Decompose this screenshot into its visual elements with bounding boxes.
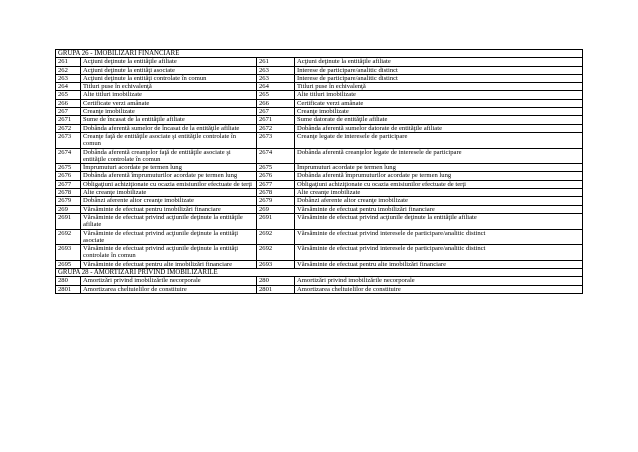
old-account-name: Amortizarea cheltuielilor de constituire	[81, 285, 257, 293]
old-account-code: 262	[56, 66, 81, 74]
new-account-name: Vărsăminte de efectuat pentru imobilizări financiare	[295, 205, 583, 213]
new-account-code: 2692	[257, 245, 295, 261]
old-account-code: 267	[56, 108, 81, 116]
new-account-name: Dobânzi aferente altor creanţe imobilizate	[295, 197, 583, 205]
old-account-code: 2695	[56, 260, 81, 268]
old-account-code: 2677	[56, 180, 81, 188]
new-account-name: Interese de participare/analitic distinct	[295, 66, 583, 74]
new-account-name: Sume datorate de entităţile afiliate	[295, 116, 583, 124]
old-account-name: Acţiuni deţinute la entităţi controlate în comun	[81, 74, 257, 82]
old-account-code: 2675	[56, 164, 81, 172]
new-account-name: Obligaţiuni achiziţionate cu ocazia emisiunilor efectuate de terţi	[295, 180, 583, 188]
old-account-name: Creanţe imobilizate	[81, 108, 257, 116]
old-account-name: Dobânzi aferente altor creanţe imobilizate	[81, 197, 257, 205]
old-account-code: 2671	[56, 116, 81, 124]
old-account-name: Vărsăminte de efectuat pentru imobilizări financiare	[81, 205, 257, 213]
new-account-code: 2678	[257, 189, 295, 197]
new-account-name: Creanţe legate de interesele de participare	[295, 132, 583, 148]
old-account-code: 2691	[56, 213, 81, 229]
new-account-code: 266	[257, 99, 295, 107]
new-account-code: 280	[257, 277, 295, 285]
table-row	[56, 260, 583, 268]
old-account-name: Dobânda aferentă creanţelor faţă de entităţile asociate şi entităţile controlate în comun	[81, 148, 257, 164]
old-account-name: Certificate verzi amânate	[81, 99, 257, 107]
table-row	[56, 91, 583, 99]
table-row	[56, 172, 583, 180]
table-row	[56, 124, 583, 132]
group-header-row	[56, 50, 583, 58]
new-account-code: 2675	[257, 164, 295, 172]
table-row	[56, 108, 583, 116]
old-account-code: 263	[56, 74, 81, 82]
old-account-name: Creanţe faţă de entităţile asociate şi entităţile controlate în comun	[81, 132, 257, 148]
new-account-code: 2679	[257, 197, 295, 205]
new-account-name: Certificate verzi amânate	[295, 99, 583, 107]
new-account-code: 263	[257, 74, 295, 82]
table-row	[56, 229, 583, 245]
old-account-code: 261	[56, 58, 81, 66]
old-account-name: Vărsăminte de efectuat privind acţiunile deţinute la entităţi asociate	[81, 229, 257, 245]
old-account-name: Acţiuni deţinute la entităţi asociate	[81, 66, 257, 74]
table-row	[56, 245, 583, 261]
old-account-code: 2674	[56, 148, 81, 164]
table-row	[56, 74, 583, 82]
new-account-name: Interese de participare/analitic distinct	[295, 74, 583, 82]
table-row	[56, 58, 583, 66]
new-account-name: Amortizări privind imobilizările necorporale	[295, 277, 583, 285]
old-account-name: Vărsăminte de efectuat privind acţiunile deţinute la entităţile afiliate	[81, 213, 257, 229]
new-account-code: 2673	[257, 132, 295, 148]
old-account-name: Acţiuni deţinute la entităţile afiliate	[81, 58, 257, 66]
table-body	[56, 50, 583, 294]
new-account-code: 2691	[257, 213, 295, 229]
new-account-code: 2693	[257, 260, 295, 268]
account-correspondence-table	[55, 49, 582, 294]
new-account-name: Alte creanţe imobilizate	[295, 189, 583, 197]
table-row	[56, 116, 583, 124]
old-account-name: Împrumuturi acordate pe termen lung	[81, 164, 257, 172]
new-account-code: 269	[257, 205, 295, 213]
group-title: GRUPA 26 - IMOBILIZĂRI FINANCIARE	[56, 50, 583, 58]
old-account-name: Dobânda aferentă împrumuturilor acordate pe termen lung	[81, 172, 257, 180]
old-account-code: 266	[56, 99, 81, 107]
table-row	[56, 277, 583, 285]
new-account-code: 2671	[257, 116, 295, 124]
new-account-code: 2674	[257, 148, 295, 164]
old-account-code: 2678	[56, 189, 81, 197]
new-account-name: Vărsăminte de efectuat privind acţiunile deţinute la entităţile afiliate	[295, 213, 583, 229]
table-row	[56, 83, 583, 91]
new-account-code: 267	[257, 108, 295, 116]
new-account-code: 2692	[257, 229, 295, 245]
old-account-name: Alte titluri imobilizate	[81, 91, 257, 99]
old-account-name: Titluri puse în echivalenţă	[81, 83, 257, 91]
old-account-code: 2801	[56, 285, 81, 293]
old-account-name: Sume de încasat de la entităţile afiliate	[81, 116, 257, 124]
new-account-code: 2677	[257, 180, 295, 188]
old-account-code: 2673	[56, 132, 81, 148]
old-account-name: Amortizări privind imobilizările necorporale	[81, 277, 257, 285]
old-account-code: 2679	[56, 197, 81, 205]
table-row	[56, 132, 583, 148]
table-row	[56, 66, 583, 74]
table-row	[56, 189, 583, 197]
new-account-name: Alte titluri imobilizate	[295, 91, 583, 99]
new-account-name: Vărsăminte de efectuat pentru alte imobilizări financiare	[295, 260, 583, 268]
old-account-name: Vărsăminte de efectuat pentru alte imobilizări financiare	[81, 260, 257, 268]
new-account-code: 2672	[257, 124, 295, 132]
table-row	[56, 205, 583, 213]
new-account-code: 265	[257, 91, 295, 99]
table-row	[56, 164, 583, 172]
new-account-name: Amortizarea cheltuielilor de constituire	[295, 285, 583, 293]
group-header-row	[56, 269, 583, 277]
old-account-code: 2672	[56, 124, 81, 132]
new-account-name: Dobânda aferentă sumelor datorate de entităţile afiliate	[295, 124, 583, 132]
old-account-code: 269	[56, 205, 81, 213]
table-row	[56, 148, 583, 164]
old-account-code: 2692	[56, 229, 81, 245]
old-account-name: Obligaţiuni achiziţionate cu ocazia emisiunilor efectuate de terţi	[81, 180, 257, 188]
group-title: GRUPA 28 - AMORTIZĂRI PRIVIND IMOBILIZĂRILE	[56, 269, 583, 277]
new-account-name: Acţiuni deţinute la entităţile afiliate	[295, 58, 583, 66]
table-row	[56, 180, 583, 188]
old-account-code: 2676	[56, 172, 81, 180]
old-account-name: Vărsăminte de efectuat privind acţiunile deţinute la entităţi controlate în comun	[81, 245, 257, 261]
table-row	[56, 99, 583, 107]
new-account-name: Dobânda aferentă împrumuturilor acordate pe termen lung	[295, 172, 583, 180]
old-account-name: Alte creanţe imobilizate	[81, 189, 257, 197]
new-account-name: Vărsăminte de efectuat privind interesele de participare/analitic distinct	[295, 229, 583, 245]
new-account-code: 261	[257, 58, 295, 66]
new-account-name: Titluri puse în echivalenţă	[295, 83, 583, 91]
old-account-code: 2693	[56, 245, 81, 261]
new-account-code: 264	[257, 83, 295, 91]
old-account-name: Dobânda aferentă sumelor de încasat de la entităţile afiliate	[81, 124, 257, 132]
new-account-code: 2676	[257, 172, 295, 180]
old-account-code: 280	[56, 277, 81, 285]
table-row	[56, 285, 583, 293]
new-account-name: Vărsăminte de efectuat privind interesele de participare/analitic distinct	[295, 245, 583, 261]
new-account-name: Creanţe imobilizate	[295, 108, 583, 116]
old-account-code: 264	[56, 83, 81, 91]
table-row	[56, 197, 583, 205]
new-account-name: Împrumuturi acordate pe termen lung	[295, 164, 583, 172]
old-account-code: 265	[56, 91, 81, 99]
new-account-code: 263	[257, 66, 295, 74]
table-row	[56, 213, 583, 229]
new-account-name: Dobânda aferentă creanţelor legate de interesele de participare	[295, 148, 583, 164]
new-account-code: 2801	[257, 285, 295, 293]
